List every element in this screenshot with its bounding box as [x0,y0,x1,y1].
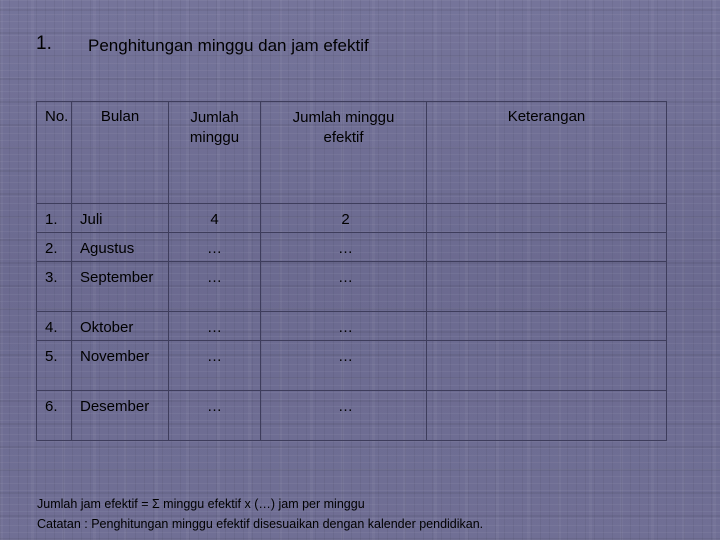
header-jumlah-minggu-line1: Jumlah [190,109,239,126]
cell-bulan: Juli [72,204,169,233]
cell-no: 6. [37,391,72,441]
cell-no: 5. [37,341,72,391]
cell-bulan: Oktober [72,312,169,341]
page-title: Penghitungan minggu dan jam efektif [88,36,369,55]
cell-bulan: Desember [72,391,169,441]
header-minggu-efektif-line2: efektif [323,129,364,146]
cell-jumlah-minggu: 4 [169,204,261,233]
footer-note: Catatan : Penghitungan minggu efektif disesuaikan dengan kalender pendidikan. [37,517,484,531]
header-no: No. [37,102,72,204]
header-jumlah-minggu [169,102,261,204]
cell-no: 4. [37,312,72,341]
table-header-row [37,102,667,204]
table-row [37,312,667,341]
footer-notes [37,494,483,534]
cell-jumlah-minggu: … [169,262,261,312]
header-jumlah-minggu-line2: minggu [189,129,240,146]
header-bulan: Bulan [72,102,169,204]
header-keterangan: Keterangan [427,102,667,204]
cell-minggu-efektif: … [261,262,427,312]
cell-jumlah-minggu: … [169,312,261,341]
heading-number: 1. [36,33,52,54]
cell-bulan: September [72,262,169,312]
cell-jumlah-minggu: … [169,233,261,262]
table-row [37,391,667,441]
cell-bulan: November [72,341,169,391]
cell-minggu-efektif: … [261,341,427,391]
header-minggu-efektif [261,102,427,204]
table-row [37,204,667,233]
header-minggu-efektif-line1: Jumlah minggu [292,109,395,126]
table-row [37,262,667,312]
footer-formula: Jumlah jam efektif = Σ minggu efektif x (…) jam per minggu [37,497,365,511]
cell-no: 2. [37,233,72,262]
table-row [37,341,667,391]
effective-weeks-table [36,101,667,441]
cell-keterangan [427,312,667,341]
table-row [37,233,667,262]
cell-minggu-efektif: 2 [261,204,427,233]
cell-minggu-efektif: … [261,233,427,262]
cell-no: 3. [37,262,72,312]
cell-minggu-efektif: … [261,312,427,341]
cell-bulan: Agustus [72,233,169,262]
cell-keterangan [427,341,667,391]
cell-minggu-efektif: … [261,391,427,441]
cell-keterangan [427,204,667,233]
cell-jumlah-minggu: … [169,341,261,391]
cell-keterangan [427,233,667,262]
cell-keterangan [427,391,667,441]
cell-no: 1. [37,204,72,233]
cell-keterangan [427,262,667,312]
cell-jumlah-minggu: … [169,391,261,441]
